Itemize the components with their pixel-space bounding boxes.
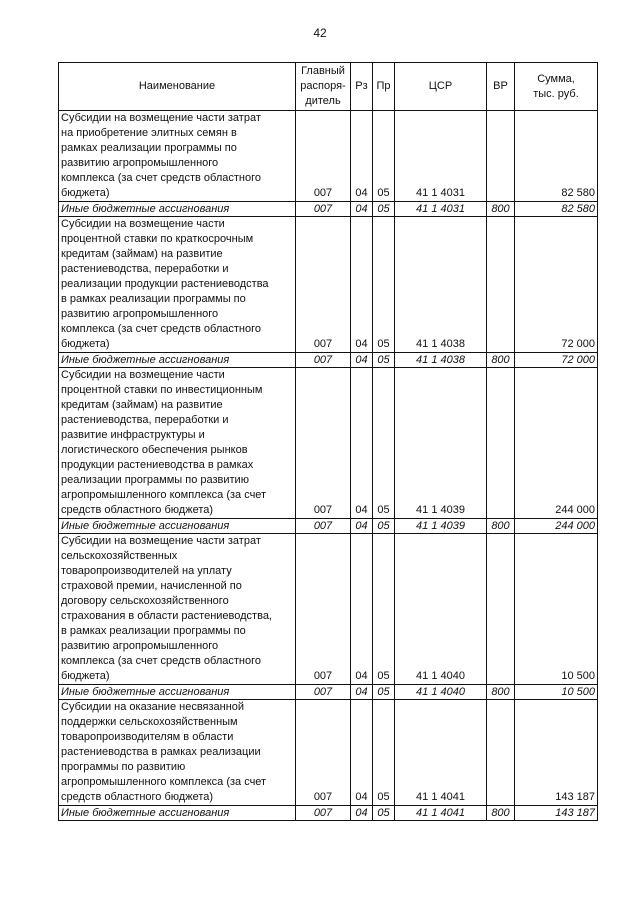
item-rz: 04: [351, 111, 373, 202]
item-grbs: 007: [296, 217, 351, 353]
item-pr: 05: [373, 700, 395, 806]
item-rz: 04: [351, 519, 373, 534]
item-rz: 04: [351, 202, 373, 217]
item-vr: 800: [487, 519, 515, 534]
header-grbs: Главный распоря- дитель: [296, 63, 351, 111]
table-row: [59, 534, 598, 685]
item-pr: 05: [373, 202, 395, 217]
item-rz: 04: [351, 534, 373, 685]
item-name: Иные бюджетные ассигнования: [59, 519, 296, 534]
item-sum: 10 500: [515, 534, 598, 685]
item-vr: 800: [487, 685, 515, 700]
item-vr: [487, 217, 515, 353]
table-row-sub: [59, 519, 598, 534]
item-name: Субсидии на возмещение части процентной ставки по инвестиционным кредитам (займам) на развитие растениеводства, переработки и развитие инфраструктуры и логистического обеспечения рынков продукции растениеводства в рамках реализации программы по развитию агропромышленного комплекса (за счет средств областного бюджета): [59, 368, 296, 519]
item-vr: [487, 534, 515, 685]
budget-table: [58, 62, 598, 821]
item-csr: 41 1 4039: [395, 368, 487, 519]
item-pr: 05: [373, 111, 395, 202]
item-name: Иные бюджетные ассигнования: [59, 353, 296, 368]
item-sum: 72 000: [515, 217, 598, 353]
item-pr: 05: [373, 534, 395, 685]
header-name: Наименование: [59, 63, 296, 111]
item-grbs: 007: [296, 700, 351, 806]
item-grbs: 007: [296, 111, 351, 202]
item-csr: 41 1 4038: [395, 217, 487, 353]
item-pr: 05: [373, 685, 395, 700]
header-vr: ВР: [487, 63, 515, 111]
item-rz: 04: [351, 685, 373, 700]
item-vr: [487, 700, 515, 806]
item-rz: 04: [351, 806, 373, 821]
item-vr: 800: [487, 353, 515, 368]
item-name: Субсидии на оказание несвязанной поддержки сельскохозяйственным товаропроизводителям в области растениеводства в рамках реализации программы по развитию агропромышленного комплекса (за счет средств областного бюджета): [59, 700, 296, 806]
item-sum: 244 000: [515, 519, 598, 534]
item-sum: 82 580: [515, 111, 598, 202]
item-pr: 05: [373, 217, 395, 353]
item-sum: 82 580: [515, 202, 598, 217]
item-grbs: 007: [296, 534, 351, 685]
item-vr: [487, 111, 515, 202]
page-number: 42: [313, 26, 327, 40]
item-sum: 72 000: [515, 353, 598, 368]
item-csr: 41 1 4031: [395, 111, 487, 202]
table-row-sub: [59, 806, 598, 821]
item-csr: 41 1 4041: [395, 700, 487, 806]
header-rz: Рз: [351, 63, 373, 111]
item-csr: 41 1 4039: [395, 519, 487, 534]
item-rz: 04: [351, 368, 373, 519]
table-row: [59, 700, 598, 806]
header-csr: ЦСР: [395, 63, 487, 111]
item-name: Субсидии на возмещение части затрат сельскохозяйственных товаропроизводителей на уплату страховой премии, начисленной по договору сельскохозяйственного страхования в области растениеводства, в рамках реализации программы по развитию агропромышленного комплекса (за счет средств областного бюджета): [59, 534, 296, 685]
item-name: Субсидии на возмещение части процентной ставки по краткосрочным кредитам (займам) на развитие растениеводства, переработки и реализации продукции растениеводства в рамках реализации программы по развитию агропромышленного комплекса (за счет средств областного бюджета): [59, 217, 296, 353]
table-row: [59, 111, 598, 202]
item-csr: 41 1 4031: [395, 202, 487, 217]
item-name: Иные бюджетные ассигнования: [59, 685, 296, 700]
item-grbs: 007: [296, 806, 351, 821]
item-sum: 143 187: [515, 700, 598, 806]
item-csr: 41 1 4040: [395, 685, 487, 700]
item-grbs: 007: [296, 202, 351, 217]
item-name: Иные бюджетные ассигнования: [59, 202, 296, 217]
item-csr: 41 1 4041: [395, 806, 487, 821]
item-vr: [487, 368, 515, 519]
item-name: Иные бюджетные ассигнования: [59, 806, 296, 821]
item-grbs: 007: [296, 519, 351, 534]
item-pr: 05: [373, 519, 395, 534]
header-pr: Пр: [373, 63, 395, 111]
item-csr: 41 1 4038: [395, 353, 487, 368]
item-csr: 41 1 4040: [395, 534, 487, 685]
item-pr: 05: [373, 806, 395, 821]
item-pr: 05: [373, 353, 395, 368]
header-sum: Сумма, тыс. руб.: [515, 63, 598, 111]
table-row: [59, 368, 598, 519]
item-grbs: 007: [296, 353, 351, 368]
table-row-sub: [59, 685, 598, 700]
item-name: Субсидии на возмещение части затрат на приобретение элитных семян в рамках реализации программы по развитию агропромышленного комплекса (за счет средств областного бюджета): [59, 111, 296, 202]
item-rz: 04: [351, 700, 373, 806]
item-rz: 04: [351, 217, 373, 353]
item-rz: 04: [351, 353, 373, 368]
table-row-sub: [59, 353, 598, 368]
table-row: [59, 217, 598, 353]
item-vr: 800: [487, 806, 515, 821]
item-sum: 143 187: [515, 806, 598, 821]
item-pr: 05: [373, 368, 395, 519]
item-sum: 10 500: [515, 685, 598, 700]
item-grbs: 007: [296, 368, 351, 519]
table-header-row: [59, 63, 598, 111]
item-vr: 800: [487, 202, 515, 217]
table-row-sub: [59, 202, 598, 217]
item-grbs: 007: [296, 685, 351, 700]
item-sum: 244 000: [515, 368, 598, 519]
